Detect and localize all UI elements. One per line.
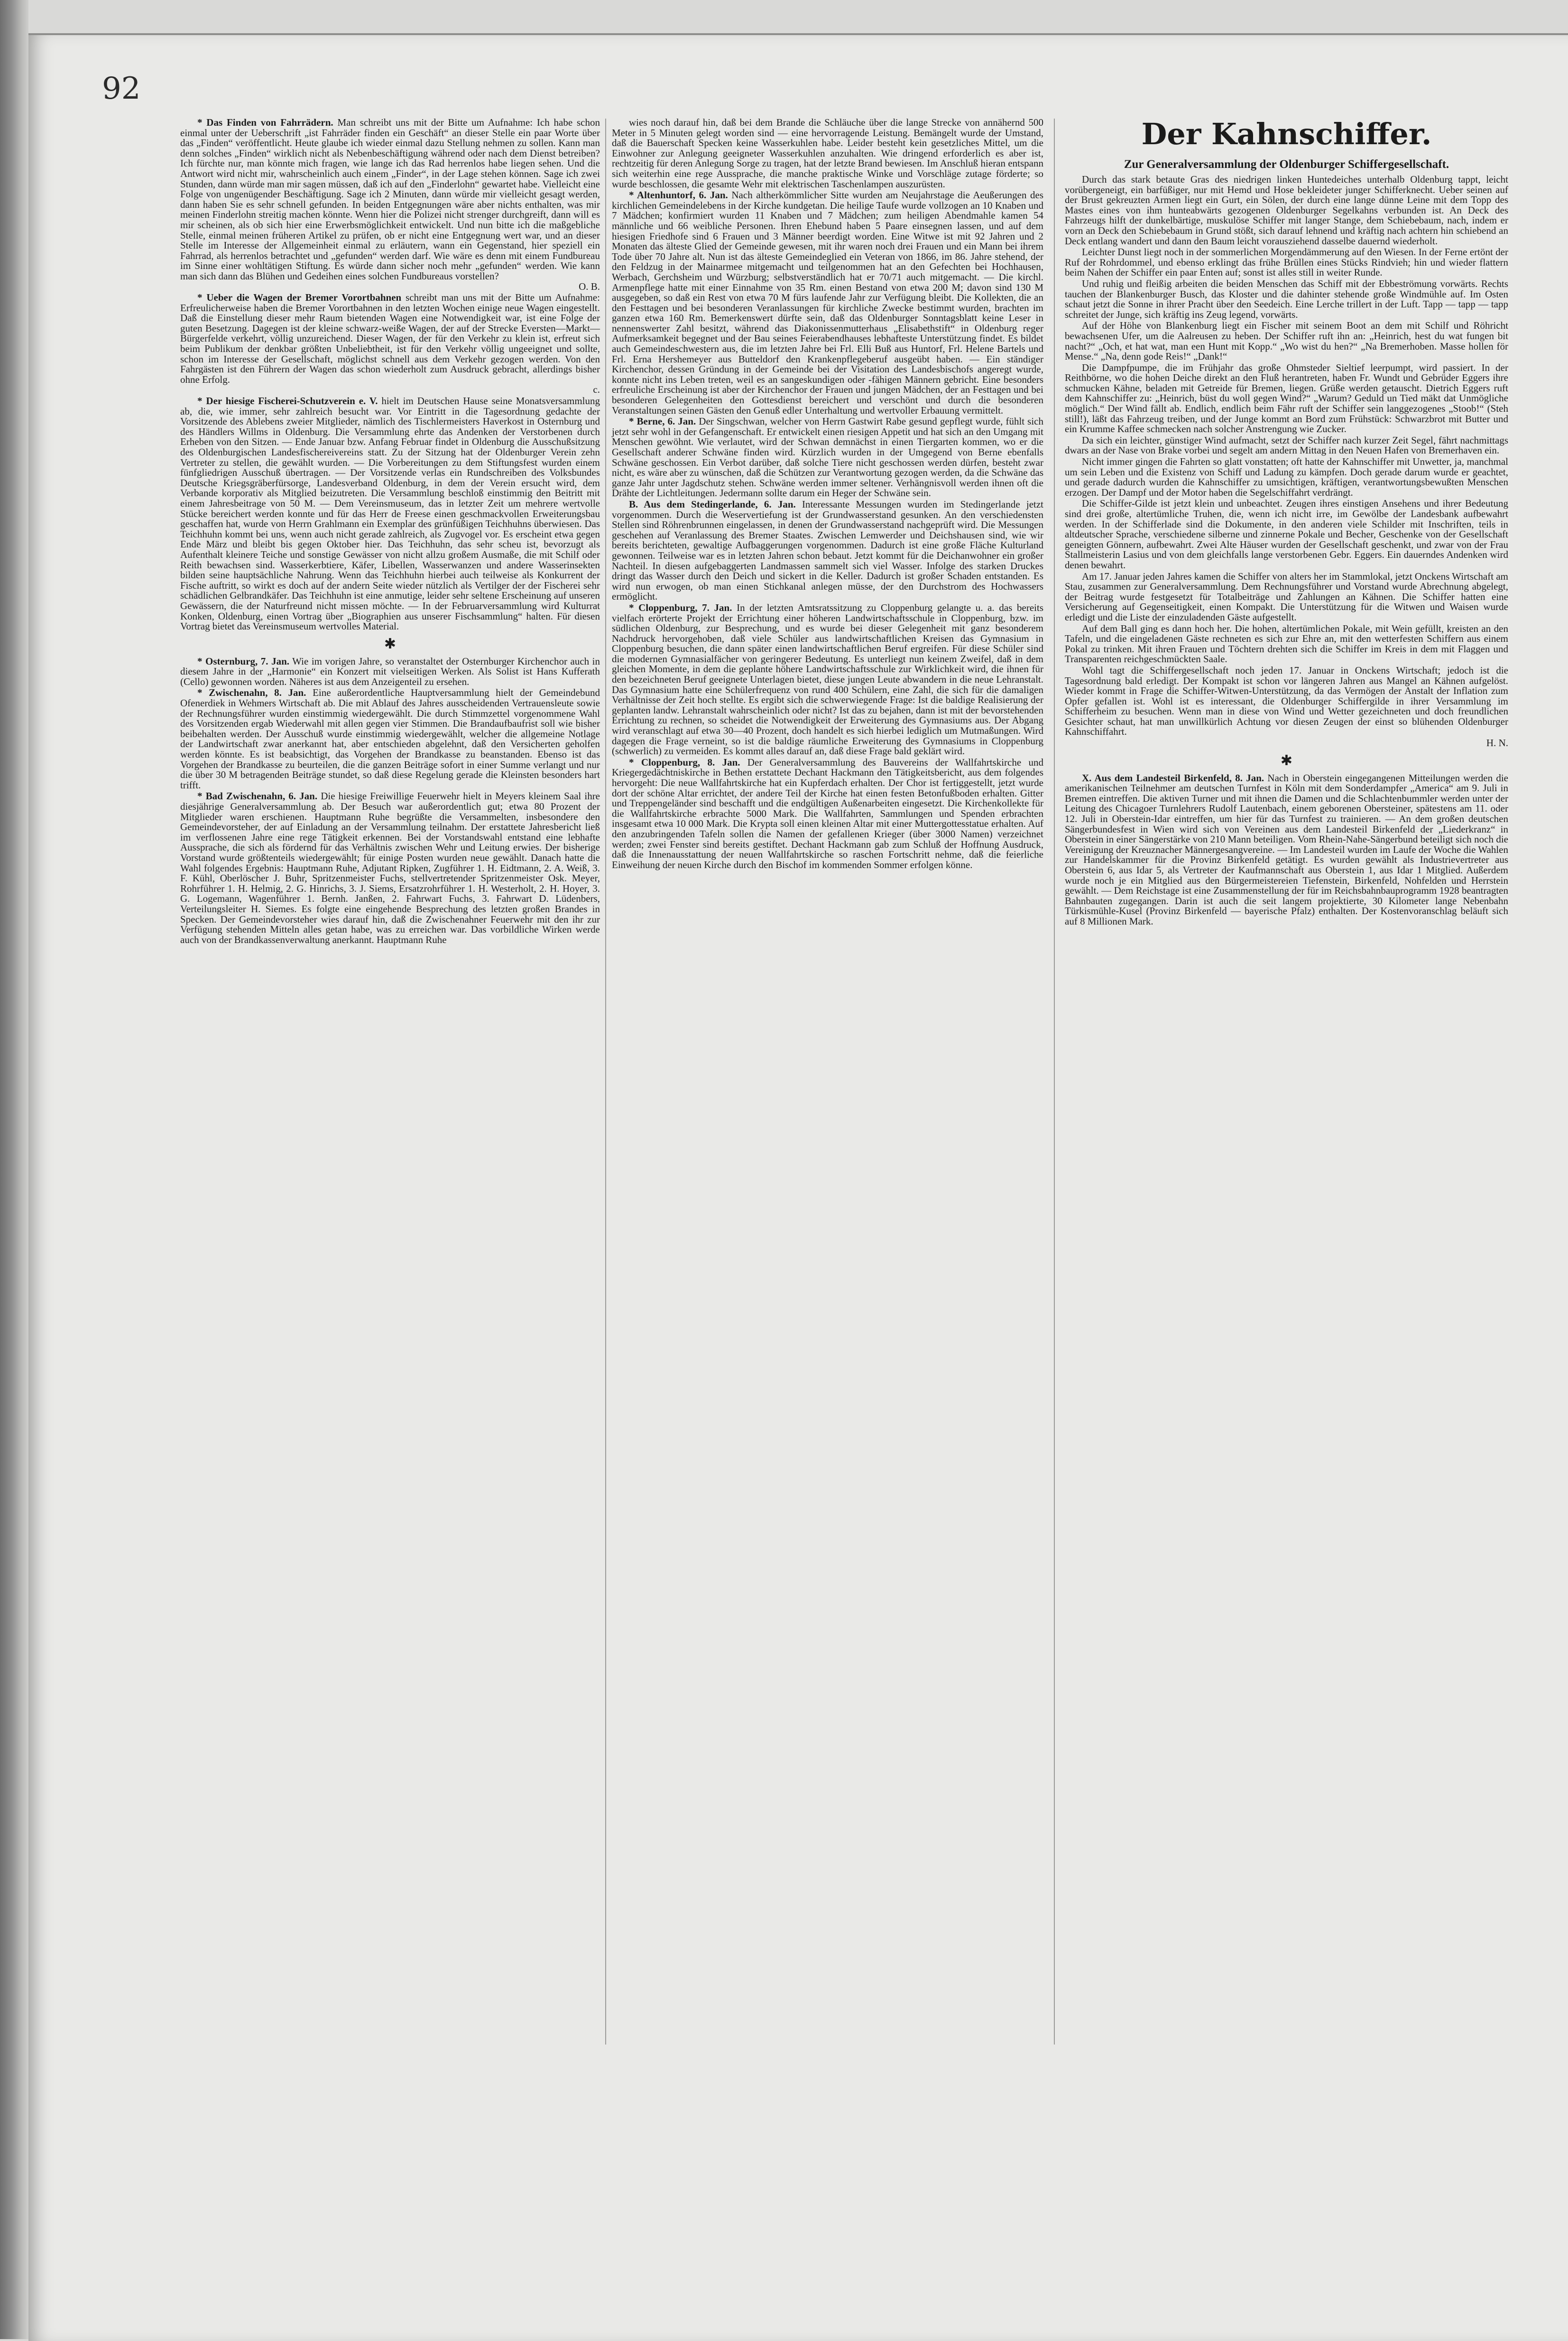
news-item: [612, 416, 1043, 499]
news-item-body: Nach altherkömmlicher Sitte wurden am Neujahrstage die Aeußerungen des kirchlichen Gemeindelebens in der Kirche kundgetan. Die heilige Taufe wurde vollzogen an 10 Knaben und 7 Mädchen; konfirmiert wurden 11 Knaben und 7 Mädchen; zum heiligen Abendmahle kamen 54 männliche und 66 weibliche Personen. Ihren Ehebund haben 5 Paare einsegnen lassen, und auf dem hiesigen Friedhofe sind 6 Frauen und 3 Männer beerdigt worden. Eine Witwe ist mit 92 Jahren und 2 Monaten das älteste Glied der Gemeinde gewesen, mit ihr waren noch drei Frauen und ein Mann bei ihrem Tode über 70 Jahre alt. Nun ist das älteste Gemeindeglied ein Veteran von 1866, im 86. Jahre stehend, der den Feldzug in der Mainarmee mitgemacht und teilgenommen hat an den Gefechten bei Hochhausen, Werbach, Gerchsheim und Würzburg; selbstverständlich hat er 70/71 auch mitgemacht. — Die kirchl. Armenpflege hatte mit einer Einnahme von 35 Rm. einen Bestand von etwa 200 M; davon sind 130 M ausgegeben, so daß ein Rest von etwa 70 M fürs laufende Jahr zur Verfügung bleibt. Die Kollekten, die an den Festtagen und bei besonderen Veranlassungen für kirchliche Zwecke bestimmt wurden, brachten im ganzen etwa 160 Rm. Bemerkenswert dürfte sein, daß das Oldenburger Sonntagsblatt keine Leser in nennenswerter Zahl besitzt, während das Diakonissenmutterhaus „Elisabethstift“ in Oldenburg reger Aufmerksamkeit begegnet und der Bau seines Feierabendhauses lebhafteste Unterstützung findet. Es bildet auch Gemeindeschwestern aus, die im letzten Jahre bei Frl. Elli Buß aus Huntorf, Frl. Helene Bartels und Frl. Erna Hershemeyer aus Butteldorf den Krankenpflegeberuf ausgeübt haben. — Ein ständiger Kirchenchor, dessen Gründung in der Gemeinde bei der Visitation des Landesbischofs angeregt wurde, konnte nicht ins Leben treten, weil es an sangeskundigen oder -fähigen Männern gebricht. Eine besonders erfreuliche Erscheinung ist aber der Kirchenchor der Frauen und jungen Mädchen, der an Festtagen und bei besonderen Gelegenheiten den Gottesdienst bereichert und verschönt und durch die besonderen Veranstaltungen seinen Gästen den Genuß edler Unterhaltung und wertvoller Erbauung vermittelt.: [612, 189, 1044, 416]
news-item: [180, 688, 600, 790]
news-item-lead: X. Aus dem Landesteil Birkenfeld, 8. Jan.: [1082, 772, 1264, 784]
article-paragraph: Nicht immer gingen die Fahrten so glatt vonstatten; oft hatte der Kahnschiffer mit Unwetter, ja, manchmal um sein Leben und die Existenz von Schiff und Ladung zu kämpfen. Doch gerade darum wurde er geachtet, und gerade dadurch wurden die Kahnschiffer zu umsichtigen, kräftigen, verantwortungsbewußten Menschen erzogen. Der Dampf und der Motor haben die Segelschiffahrt verdrängt.: [1065, 456, 1508, 498]
news-item-body: Wie im vorigen Jahre, so veranstaltet der Osternburger Kirchenchor auch in diesem Jahre in der „Harmonie“ ein Konzert mit vielseitigen Werken. Als Solist ist Hans Kufferath (Cello) gewonnen worden. Näheres ist aus dem Anzeigenteil zu ersehen.: [180, 655, 600, 687]
book-binding-edge: [0, 0, 28, 2339]
column-3: [1065, 118, 1508, 928]
news-item-signature: c.: [593, 384, 600, 396]
news-item-body: Die hiesige Freiwillige Feuerwehr hielt in Meyers kleinem Saal ihre diesjährige Generalversammlung ab. Der Besuch war außerordentlich gut; etwa 80 Prozent der Mitglieder waren erschienen. Hauptmann Ruhe begrüßte die Versammelten, insbesondere den Gemeindevorsteher, der auf Einladung an der Versammlung teilnahm. Der erstattete Jahresbericht ließ im verflossenen Jahre eine rege Tätigkeit erkennen. Bei der Vorstandswahl entstand eine lebhafte Aussprache, die sich als fördernd für das Verhältnis zwischen Wehr und Leitung erwies. Der bisherige Vorstand wurde größtenteils wiedergewählt; für einige Posten wurden neue gewählt. Danach hatte die Wahl folgendes Ergebnis: Hauptmann Ruhe, Adjutant Ripken, Zugführer 1. H. Eidtmann, 2. A. Weiß, 3. F. Kühl, Oberlöscher J. Buhr, Spritzenmeister Fuchs, stellvertretender Spritzenmeister Osk. Meyer, Rohrführer 1. H. Helmig, 2. G. Hinrichs, 3. J. Siems, Ersatzrohrführer 1. H. Westerholt, 2. H. Hoyer, 3. G. Logemann, Wagenführer 1. Bernh. Janßen, 2. Fahrwart Fuchs, 3. Fahrwart D. Lüdenbers, Verteilungsleiter H. Siemes. Es folgte eine eingehende Besprechung des letzten großen Brandes in Specken. Der Gemeindevorsteher wies darauf hin, daß die Zwischenahner Feuerwehr mit den ihr zur Verfügung stehenden Mitteln alles getan habe, was zu erreichen war. Das vorbildliche Wirken werde auch von der Brandkassenverwaltung anerkannt. Hauptmann Ruhe: [180, 790, 600, 945]
news-item-lead: * Osternburg, 7. Jan.: [197, 655, 289, 667]
news-item: [180, 657, 600, 687]
news-item-body: schreibt man uns mit der Bitte um Aufnahme: Erfreulicherweise haben die Bremer Vorortbahnen in den letzten Wochen einige neue Wagen eingestellt. Daß die Einstellung dieser mehr Raum bietenden Wagen eine Notwendigkeit war, ist eine Folge der guten Besetzung. Dagegen ist der kleine schwarz-weiße Wagen, der auf der Strecke Eversten—Markt—Bürgerfelde verkehrt, völlig unzureichend. Dieser Wagen, der für den Verkehr zu klein ist, erfreut sich beim Publikum der denkbar größten Unbeliebtheit, ist für den Verkehr völlig ungeeignet und sollte, schon im Interesse der Gesellschaft, möglichst schnell aus dem Verkehr gezogen werden. Von den Fahrgästen ist den Führern der Wagen das schon wiederholt zum Ausdruck gebracht, allerdings bisher ohne Erfolg.: [180, 292, 600, 385]
separator-star: ✱: [1280, 752, 1293, 768]
news-item-body: wies noch darauf hin, daß bei dem Brande die Schläuche über die lange Strecke von annähernd 500 Meter in 5 Minuten gelegt worden sind — eine hervorragende Leistung. Bemängelt wurde der Umstand, daß die Bauerschaft Specken keine Wasserkuhlen habe. Leider besteht kein gesetzliches Mittel, um die Einwohner zur Anlegung geeigneter Wasserkuhlen anzuhalten. Wie dringend erforderlich es aber ist, rechtzeitig für deren Anlegung Sorge zu tragen, hat der letzte Brand bewiesen. Im Anschluß hieran entspann sich weiterhin eine rege Aussprache, die manche praktische Winke und Vorschläge zutage förderte; so wurde beschlossen, die gesamte Wehr mit elektrischen Taschenlampen auszurüsten.: [612, 117, 1043, 190]
news-item: [612, 603, 1043, 757]
news-item: [612, 500, 1043, 602]
news-item-body: Nach in Oberstein eingegangenen Mitteilungen werden die amerikanischen Teilnehmer am deutschen Turnfest in Köln mit dem Sonderdampfer „America“ am 9. Juli in Bremen eintreffen. Die aktiven Turner und mit ihnen die Damen und die Schlachtenbummler werden unter der Leitung des Chicagoer Turnlehrers Rudolf Lautenbach, einem geborenen Obersteiner, spätestens am 11. oder 12. Juli in Oberstein-Idar eintreffen, um hier für das Turnfest zu trainieren. — An dem großen deutschen Sängerbundesfest in Wien wird sich von Vereinen aus dem Landesteil Birkenfeld der „Liederkranz“ in Oberstein in einer Sängerstärke von 210 Mann beteiligen. Vom Rhein-Nahe-Sängerbund beteiligt sich noch die Vereinigung der Kreuznacher Männergesangvereine. — Im Landesteil wurden im Laufe der Woche die Wahlen zur Handelskammer für die Provinz Birkenfeld getätigt. Es wurden gewählt als Industrievertreter aus Oberstein 6, aus Idar 5, als Vertreter der Kaufmannschaft aus Oberstein 1, aus Idar 1 Mitglied. Außerdem wurde noch je ein Mitglied aus den Bürgermeistereien Tiefenstein, Birkenfeld, Nohfelden und Herrstein gewählt. — Dem Reichstage ist eine Zusammenstellung der für im Reichsbahnbauprogramm 1928 beantragten Bahnbauten zugegangen. Darin ist auch die seit langem projektierte, 30 Kilometer lange Nebenbahn Türkismühle-Kusel (Provinz Birkenfeld — bayerische Pfalz) enthalten. Der Kostenvoranschlag beläuft sich auf 8 Millionen Mark.: [1065, 772, 1509, 927]
news-item-lead: B. Aus dem Stedingerlande, 6. Jan.: [629, 498, 796, 510]
news-item-body: hielt im Deutschen Hause seine Monatsversammlung ab, die, wie immer, sehr zahlreich besucht war. Vor Eintritt in die Tagesordnung gedachte der Vorsitzende des Ablebens zweier Mitglieder, nämlich des Tischlermeisters Haverkost in Osternburg und des Händlers Willms in Oldenburg. Die Versammlung ehrte das Andenken der Verstorbenen durch Erheben von den Sitzen. — Ende Januar bzw. Anfang Februar findet in Oldenburg die Ausschußsitzung des Oldenburgischen Landesfischereivereins statt. Zu der Sitzung hat der Oldenburger Verein zehn Vertreter zu stellen, die gewählt wurden. — Die Vorbereitungen zu dem Stiftungsfest wurden einem fünfgliedrigen Ausschuß übertragen. — Der Vorsitzende verlas ein Rundschreiben des Volksbundes Deutsche Kriegsgräberfürsorge, Landesverband Oldenburg, in dem der Verein ersucht wird, dem Verbande korporativ als Mitglied beizutreten. Die Versammlung beschloß einstimmig den Beitritt mit einem Jahresbeitrage von 50 M. — Dem Vereinsmuseum, das in letzter Zeit um mehrere wertvolle Stücke bereichert werden konnte und für das Herr de Freese einen geschmackvollen Erweiterungsbau geschaffen hat, wurde von Herrn Grahlmann ein Exemplar des grünfüßigen Teichhuhns überwiesen. Das Teichhuhn kommt bei uns, wenn auch nicht gerade zahlreich, als Zugvogel vor. Es erscheint etwa gegen Ende März und bleibt bis gegen Oktober hier. Das Teichhuhn, das sehr scheu ist, bevorzugt als Aufenthalt kleinere Teiche und sonstige Gewässer von nicht allzu großem Ausmaße, die mit Schilf oder Reith bewachsen sind. Wasserkerbtiere, Käfer, Libellen, Wasserwanzen und andere Wasserinsekten bilden seine hauptsächliche Nahrung. Wenn das Teichhuhn hierbei auch teilweise als Konkurrent der Fische auftritt, so wirkt es doch auf der andern Seite wieder nützlich als Vertilger der der Fischerei sehr schädlichen Gelbrandkäfer. Das Teichhuhn ist eine anmutige, leider sehr seltene Erscheinung auf unseren Gewässern, die der Naturfreund nicht missen möchte. — In der Februarversammlung wird Kulturrat Konken, Oldenburg, einen Vortrag über „Biographien aus unserer Fischsammlung“ halten. Für diesen Vortrag bietet das Vereinsmuseum wertvolles Material.: [180, 395, 600, 632]
news-item-lead: * Der hiesige Fischerei-Schutzverein e. V.: [197, 395, 378, 407]
article-paragraph: Auf dem Ball ging es dann hoch her. Die hohen, altertümlichen Pokale, mit Wein gefüllt, kreisten an den Tafeln, und die eingeladenen Gäste rechneten es sich zur Ehre an, mit den wetterfesten Schiffern aus einem Pokal zu trinken. Mit ihren Frauen und Töchtern drehten sich die Schiffer im Kreis in dem mit Flaggen und Transparenten reichgeschmückten Saale.: [1065, 622, 1508, 665]
news-item-body: Der Generalversammlung des Bauvereins der Wallfahrtskirche und Kriegergedächtniskirche in Bethen erstattete Dechant Hackmann den Tätigkeitsbericht, aus dem folgendes hervorgeht: Die neue Wallfahrtskirche hat ein Kupferdach erhalten. Der Chor ist fertiggestellt, jetzt wurde dort der schöne Altar errichtet, der andere Teil der Kirche hat einen festen Betonfußboden erhalten. Gitter und Treppengeländer sind beschafft und die endgültigen Außenarbeiten eingesetzt. Die Kirchenkollekte für die Wallfahrtskirche erbrachte 5000 Mark. Die Wallfahrten, Sammlungen und Spenden erbrachten insgesamt etwa 10 000 Mark. Die Krypta soll einen kleinen Altar mit einer Muttergottesstatue erhalten. Auf den anzubringenden Tafeln sollen die Namen der gefallenen Krieger (über 3000 Namen) verzeichnet werden; zwei Fenster sind bereits gestiftet. Dechant Hackmann gab zum Schluß der Hoffnung Ausdruck, daß die Innenausstattung der neuen Wallfahrtskirche so raschen Fortschritt nehme, daß die feierliche Einweihung der neuen Kirche durch den Bischof im kommenden Sommer erfolgen könne.: [612, 756, 1044, 870]
news-item-body: Der Singschwan, welcher von Herrn Gastwirt Rabe gesund gepflegt wurde, fühlt sich jetzt sehr wohl in der Gefangenschaft. Er entwickelt einen riesigen Appetit und hat sich an den Umgang mit Menschen gewöhnt. Wie verlautet, wird der Schwan demnächst in einen Tiergarten kommen, wo er die Gesellschaft anderer Schwäne finden wird. Kürzlich wurden in der Umgegend von Berne ebenfalls Schwäne geschossen. Ein Verbot darüber, daß solche Tiere nicht geschossen werden dürfen, besteht zwar nicht, es wäre aber zu wünschen, daß die Schützen zur Verantwortung gezogen werden, da die Schwäne das ganze Jahr unter Jagdschutz stehen. Schwäne werden immer seltener. Verhängnisvoll werden ihnen oft die Drähte der Lichtleitungen. Jedermann sollte darum ein Heger der Schwäne sein.: [612, 416, 1044, 499]
article-signature: H. N.: [1486, 737, 1508, 749]
column-2: [612, 118, 1043, 871]
news-item: [180, 293, 600, 395]
article-paragraph: Wohl tagt die Schiffergesellschaft noch jeden 17. Januar in Onckens Wirtschaft; jedoch ist die Tagesordnung bald erledigt. Der Kompakt ist schon vor längeren Jahren aus Mangel an Kähnen aufgelöst. Wieder kommt in Frage die Schiffer-Witwen-Unterstützung, da das Vermögen der Anstalt der Inflation zum Opfer gefallen ist. Wohl ist es interessant, die Oldenburger Schiffergilde in ihrer Versammlung im Schifferheim zu besuchen. Wenn man in diese von Wind und Wetter gezeichneten und doch freundlichen Gesichter schaut, hat man unwillkürlich Achtung vor diesen Zeugen der einst so blühenden Oldenburger Kahnschiffahrt.: [1065, 664, 1508, 738]
news-item-body: In der letzten Amtsratssitzung zu Cloppenburg gelangte u. a. das bereits vielfach erörterte Projekt der Errichtung einer höheren Landwirtschaftsschule in Cloppenburg, bzw. im südlichen Oldenburg, zur Besprechung, und es wurde bei dieser Gelegenheit mit ganz besonderem Nachdruck hervorgehoben, daß viele Schüler aus landwirtschaftlichen Kreisen das Gymnasium in Cloppenburg besuchen, die dann später einen landwirtschaftlichen Beruf ergreifen. Für diese Schüler sind die modernen Gymnasialfächer von geringerer Bedeutung. Es unterliegt nun keinem Zweifel, daß in dem gleichen Momente, in dem die geplante höhere Landwirtschaftsschule zur Wirklichkeit wird, die ihnen für den bezeichneten Beruf geeignete Unterlagen bietet, diese jungen Leute abwandern in die neue Lehranstalt. Das Gymnasium hatte eine Schülerfrequenz von rund 400 Schülern, eine Zahl, die sich für die damaligen Verhältnisse der Zeit hoch stellte. Es ergibt sich die schwerwiegende Frage: Ist die baldige Realisierung der geplanten landw. Lehranstalt wahrscheinlich oder nicht? Ist das zu bejahen, dann ist mit der bevorstehenden Errichtung zu rechnen, so scheidet die Notwendigkeit der Erweiterung des Gymnasiums aus. Der Abgang wird veranschlagt auf etwa 30—40 Prozent, doch handelt es sich hierbei lediglich um Mutmaßungen. Wird dagegen die Frage verneint, so ist die baldige räumliche Erweiterung des Gymnasiums in Cloppenburg (schwerlich) zu vermeiden. Es kommt alles darauf an, daß diese Frage bald geklärt wird.: [612, 601, 1043, 757]
article-body: [1065, 175, 1508, 927]
news-item-lead: * Berne, 6. Jan.: [629, 416, 696, 427]
article-paragraph: Die Schiffer-Gilde ist jetzt klein und unbeachtet. Zeugen ihres einstigen Ansehens und ihrer Bedeutung sind drei große, altertümliche Truhen, die, wenn ich nicht irre, im Gewölbe der Landesbank aufbewahrt werden. In der Schifferlade sind die Dokumente, in den anderen viele Schilder mit Inschriften, teils in altdeutscher Sprache, verschiedene silberne und zinnerne Pokale und Becher, Geschenke von der Gesellschaft geneigten Gönnern, aufbewahrt. Zwei Alte Häuser wurden der Gesellschaft geschenkt, und zwar von der Frau Stallmeisterin Lasius und von dem gleichfalls lange verstorbenen Gebr. Eggers. Ein dauerndes Andenken wird denen bewahrt.: [1065, 498, 1508, 571]
news-item: [180, 791, 600, 945]
news-item-lead: * Cloppenburg, 7. Jan.: [629, 601, 732, 613]
news-item-lead: * Altenhuntorf, 6. Jan.: [629, 189, 728, 201]
article-paragraph: Am 17. Januar jeden Jahres kamen die Schiffer von alters her im Stammlokal, jetzt Onckens Wirtschaft am Stau, zusammen zur Generalversammlung. Dem Rechnungsführer und Vorstand wurde Abrechnung abgelegt, der Beitrag wurde festgesetzt für Totalbeiträge und Zahlungen an Kähnen. Die Schiffer hatten eine Versicherung auf Gegenseitigkeit, einen Kompakt. Die Unterstützung für die Witwen und Waisen wurde erledigt und die Liste der einzuladenden Gäste aufgestellt.: [1065, 570, 1508, 623]
news-item-lead: * Zwischenahn, 8. Jan.: [197, 687, 306, 699]
news-item-body: Man schreibt uns mit der Bitte um Aufnahme: Ich habe schon einmal unter der Ueberschrift „ist Fahrräder finden ein Geschäft“ an dieser Stelle ein paar Worte über das „Finden“ veröffentlicht. Heute glaube ich wieder einmal dazu Stellung nehmen zu sollen. Kann man denn solches „Finden“ wirklich nicht als Nebenbeschäftigung während oder nach dem Dienst betreiben? Ich fürchte nur, man könnte mich fragen, wie lange ich das Rad herrenlos habe liegen sehen. Und die Antwort wird nicht mir, wahrscheinlich auch einem „Finder“, in der Lage stehen können. Sage ich zwei Stunden, dann würde man mir sagen müssen, daß ich auf den „Finderlohn“ gewartet habe. Vielleicht eine Folge von ungenügender Beschäftigung. Sage ich 2 Minuten, dann würde mir vielleicht gesagt werden, dann haben Sie es sehr schnell gefunden. In beiden Entgegnungen wäre aber nichts enthalten, was mir meinen Finderlohn streitig machen könnte. Wenn hier die Polizei nicht strenger durchgreift, dann will es mir scheinen, als ob sich hier eine Erwerbsmöglichkeit entwickelt. Und nun bitte ich die maßgebliche Stelle, einmal meinen früheren Artikel zu prüfen, ob er nicht eine Entgegnung wert war, und an dieser Stelle im Interesse der Allgemeinheit einmal zu erläutern, wann ein Gegenstand, hier speziell ein Fahrrad, als herrenlos betrachtet und „gefunden“ werden darf. Wie wäre es denn mit einem Fundbureau im Sinne einer wohltätigen Stiftung. Es würde dann sicher noch mehr „gefunden“ werden. Wie kann man sich dann das Blühen und Gedeihen eines solchen Fundbureaus vorstellen?: [180, 117, 600, 282]
article-subheadline: Zur Generalversammlung der Oldenburger Schiffergesellschaft.: [1124, 158, 1449, 171]
news-item-lead: * Das Finden von Fahrrädern.: [197, 117, 333, 128]
page-number: 92: [102, 71, 141, 106]
news-item-lead: * Cloppenburg, 8. Jan.: [629, 756, 740, 768]
column-1: [180, 118, 600, 946]
article-paragraph: Da sich ein leichter, günstiger Wind aufmacht, setzt der Schiffer nach kurzer Zeit Segel, fährt nachmittags dwars an der Nase von Brake vorbei und segelt am andern Mittag in den Neuen Hafen von Bremerhaven ein.: [1065, 434, 1508, 456]
news-item-body: Eine außerordentliche Hauptversammlung hielt der Gemeindebund Ofenerdiek in Wehmers Wirtschaft ab. Die mit Ablauf des Jahres ausscheidenden Vertrauensleute sowie der Rechnungsführer wurden einstimmig wiedergewählt. Die durch Stimmzettel vorgenommene Wahl des Vorsitzenden ergab Wiederwahl mit allen gegen vier Stimmen. Die Brandaufbaufrist soll wie bisher beibehalten werden. Der Ausschuß wurde einstimmig wiedergewählt, welcher die allgemeine Notlage der Landwirtschaft zwar anerkannt hat, aber entschieden abgelehnt, daß den Versicherten geholfen werden könnte. Es ist beabsichtigt, das Vorgehen der Brandkasse zu beanstanden. Ebenso ist das Vorgehen der Brandkasse zu beurteilen, die die ganzen Beiträge sofort in einer Summe verlangt und nur die über 30 M betragenden Beiträge stundet, so daß diese Regelung gerade die Kleinsten besonders hart trifft.: [180, 687, 600, 791]
article-paragraph: Die Dampfpumpe, die im Frühjahr das große Ohmsteder Sieltief leerpumpt, wird passiert. In der Reithbörne, wo die hohen Deiche direkt an den Fluß herantreten, haben Fr. Wundt und Gebrüder Eggers ihre schmucken Kähne, beladen mit Getreide für Bremen, liegen. Grüße werden getauscht. Dietrich Eggers ruft dem Kahnschiffer zu: „Heinrich, büst du woll gegen Wind?“ „Warum? Geduld un Tied mäkt dat Unmögliche möglich.“ Der Wind fällt ab. Endlich, endlich beim Fähr ruft der Schiffer sein langgezogenes „Stoob!“ (Steh still!), läßt das Fahrzeug treiben, und der Junge kommt an Bord zum Frühstück: Schwarzbrot mit Butter und ein Krumme Kaffee schmecken nach solcher Anstrengung wie Zucker.: [1065, 361, 1508, 435]
column-rule: [1054, 119, 1055, 2045]
news-item-signature: O. B.: [579, 280, 600, 292]
news-item: [180, 118, 600, 292]
article-headline: Der Kahnschiffer.: [1141, 117, 1432, 151]
news-item: [612, 118, 1043, 189]
news-item-lead: * Bad Zwischenahn, 6. Jan.: [197, 790, 318, 802]
news-item: [180, 396, 600, 632]
separator-star: ✱: [384, 636, 397, 652]
news-item: [612, 758, 1043, 870]
article-paragraph: Leichter Dunst liegt noch in der sommerlichen Morgendämmerung auf den Wiesen. In der Ferne ertönt der Ruf der Rohrdommel, und ebenso erklingt das frühe Brüllen eines Stücks Rindvieh; hin und wieder flattern beim Nahen der Schiffer ein paar Enten auf; sonst ist alles still in weiter Runde.: [1065, 246, 1508, 278]
news-item-lead: * Ueber die Wagen der Bremer Vorortbahnen: [197, 292, 402, 304]
article-paragraph: Durch das stark betaute Gras des niedrigen linken Huntedeiches unterhalb Oldenburg tappt, leicht vorübergeneigt, ein barfüßiger, nur mit Hemd und Hose bekleideter junger Schifferknecht. Ueber seinen auf der Brust gekreuzten Armen liegt ein Gurt, ein Sölen, der durch eine lange dünne Leine mit dem Topp des Mastes eines von ihm hunteabwärts gezogenen Oldenburger Segelkahns verbunden ist. An Deck des Fahrzeugs hilft der dunkelbärtige, muskulöse Schiffer mit langer Stange, dem Schiebebaum, nach, indem er vorn an Deck den Schiebebaum in Grund stößt, sich darauf lehnend und kräftig nach achtern hin schiebend an Deck entlang wandert und dann den Baum leicht vorausziehend dasselbe dauernd wiederholt.: [1065, 174, 1508, 247]
article-paragraph: Und ruhig und fleißig arbeiten die beiden Menschen das Schiff mit der Ebbeströmung vorwärts. Rechts tauchen der Blankenburger Busch, das Kloster und die dahinter stehende große Windmühle auf. Im Osten schaut jetzt die Sonne in ihrer Pracht über den Seedeich. Eine Lerche trillert in der Luft. Tapp — tapp — tapp schreitet der Junge, sich kräftig ins Zeug legend, vorwärts.: [1065, 278, 1508, 320]
news-item-body: Interessante Messungen wurden im Stedingerlande jetzt vorgenommen. Durch die Weservertiefung ist der Grundwasserstand gesunken. An den verschiedensten Stellen sind Röhrenbrunnen eingelassen, in denen der Grundwasserstand nachgeprüft wird. Die Messungen geschehen auf Veranlassung des Bremer Staates. Zwischen Lemwerder und Deichshausen sind, wie wir bereits berichteten, gewaltige Aufbaggerungen vorgenommen. Dadurch ist eine große Fläche Kulturland gewonnen. Teilweise war es in letzten Jahren schon bebaut. Jetzt kommt für die Deichanwohner ein großer Nachteil. In diesen aufgebaggerten Landmassen sammelt sich viel Wasser. Infolge des starken Druckes dringt das Wasser durch den Deich und sickert in die Keller. Dadurch ist großer Schaden entstanden. Es wird nun erwogen, ob man einen Stichkanal anlegen müsse, der den Durchstrom des Hochwassers ermöglicht.: [612, 498, 1043, 602]
news-item: [1065, 773, 1508, 927]
column-rule: [605, 119, 606, 2045]
article-paragraph: Auf der Höhe von Blankenburg liegt ein Fischer mit seinem Boot an dem mit Schilf und Röhricht bewachsenen Ufer, um die Aalreusen zu heben. Der Schiffer ruft ihn an: „Heinrich, hest du wat fungen bit nacht?“ „Och, et hat wat, man een Hunt mit Kopp.“ „Wo wist du hen?“ „Na Bremerhoben. Masse hollen för Mense.“ „Na, denn gode Reis!“ „Dank!“: [1065, 320, 1508, 362]
news-item: [612, 190, 1043, 416]
